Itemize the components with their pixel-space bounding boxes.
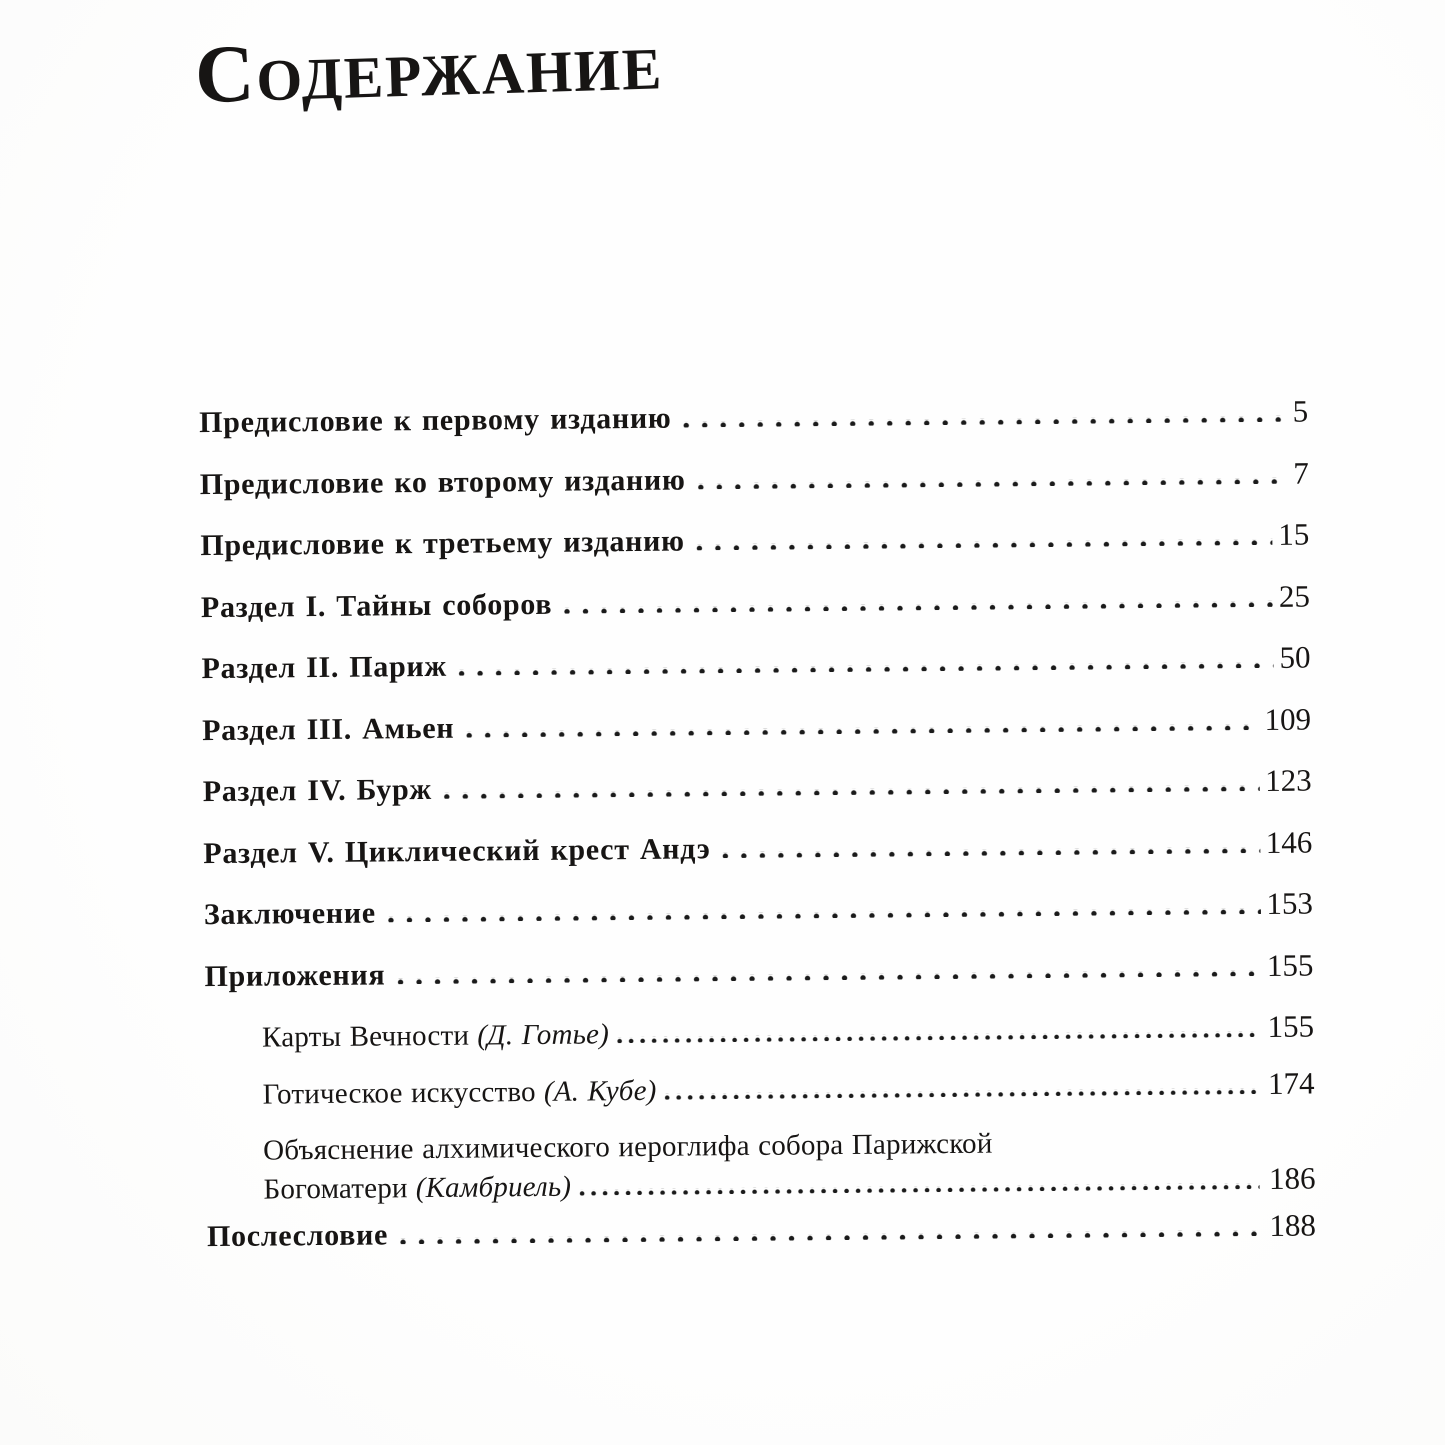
dot-leader <box>444 785 1259 799</box>
dot-leader <box>698 477 1288 489</box>
toc-entry-page-number: 15 <box>1278 516 1310 552</box>
toc-entry-page-number: 25 <box>1278 578 1311 614</box>
toc-entry <box>199 393 1309 468</box>
page-title-initial: С <box>193 27 258 121</box>
toc-entry-page-number: 7 <box>1293 455 1309 491</box>
toc-entry <box>201 580 1311 652</box>
dot-leader <box>579 1183 1259 1196</box>
toc-entry-page-number: 146 <box>1265 824 1313 860</box>
toc-entry-label: Предисловие к первому изданию <box>199 401 672 440</box>
dot-leader <box>617 1031 1258 1043</box>
dot-leader <box>665 1088 1259 1100</box>
toc-entry <box>202 762 1313 837</box>
dot-leader <box>466 724 1258 738</box>
toc-entry-label: Предисловие ко второму изданию <box>199 463 686 501</box>
toc-entry <box>202 703 1312 775</box>
toc-entry-page-number: 188 <box>1269 1207 1317 1243</box>
dot-leader <box>400 1230 1263 1244</box>
toc-entry-page-number: 155 <box>1266 947 1314 983</box>
toc-subentry-label: Готическое искусство <box>262 1075 536 1111</box>
toc-entry <box>207 1209 1317 1281</box>
toc-entry-label: Раздел III. Амьен <box>201 711 455 747</box>
page-title-rest: ОДЕРЖАНИЕ <box>255 35 665 114</box>
toc-entry <box>200 516 1310 591</box>
toc-entry-page-number: 5 <box>1292 393 1309 429</box>
toc-subentry-label: Карты Вечности <box>261 1019 470 1054</box>
toc-subentry <box>205 1008 1315 1079</box>
toc-subentry-author: (Камбриель) <box>415 1170 572 1205</box>
toc-entry-label: Предисловие к третьему изданию <box>200 524 685 563</box>
toc-entry <box>204 949 1314 1021</box>
dot-leader <box>684 416 1287 428</box>
dot-leader <box>388 908 1261 922</box>
toc-subentry-page-number: 155 <box>1267 1008 1315 1044</box>
toc-subentry-two-line <box>206 1123 1316 1208</box>
toc-subentry-author: (А. Кубе) <box>543 1074 657 1108</box>
toc-entry <box>203 826 1313 898</box>
toc-entry-label: Раздел II. Париж <box>201 649 447 686</box>
toc-entry-page-number: 123 <box>1265 762 1312 798</box>
toc-subentry-author: (Д. Готье) <box>477 1018 610 1052</box>
dot-leader <box>697 539 1273 551</box>
toc-subentry-page-number: 186 <box>1268 1160 1316 1196</box>
toc-entry-page-number: 153 <box>1266 885 1314 921</box>
toc-subentry-page-number: 174 <box>1267 1065 1315 1101</box>
toc-entry-label: Заключение <box>203 896 376 932</box>
toc-entry <box>200 457 1310 529</box>
toc-subentry-label-line2: Богоматери <box>263 1172 408 1206</box>
toc-entry <box>203 885 1314 960</box>
dot-leader <box>397 970 1261 984</box>
toc-entry-label: Раздел I. Тайны соборов <box>200 587 553 624</box>
toc-entry-label: Послесловие <box>206 1218 389 1254</box>
toc-subentry-label-line1: Объяснение алхимического иероглифа собора Парижской <box>263 1127 993 1167</box>
toc-entry-label: Раздел IV. Бурж <box>202 772 433 809</box>
toc-entry-label: Раздел V. Циклический крест Андэ <box>203 831 711 870</box>
toc-entry <box>201 639 1311 714</box>
dot-leader <box>564 600 1273 613</box>
toc-entry-page-number: 109 <box>1264 701 1312 737</box>
table-of-contents <box>199 393 1317 1282</box>
dot-leader <box>723 847 1260 858</box>
toc-entry-label: Приложения <box>204 957 386 993</box>
dot-leader <box>459 662 1274 676</box>
toc-entry-page-number: 50 <box>1279 639 1311 675</box>
page-title <box>193 20 665 121</box>
